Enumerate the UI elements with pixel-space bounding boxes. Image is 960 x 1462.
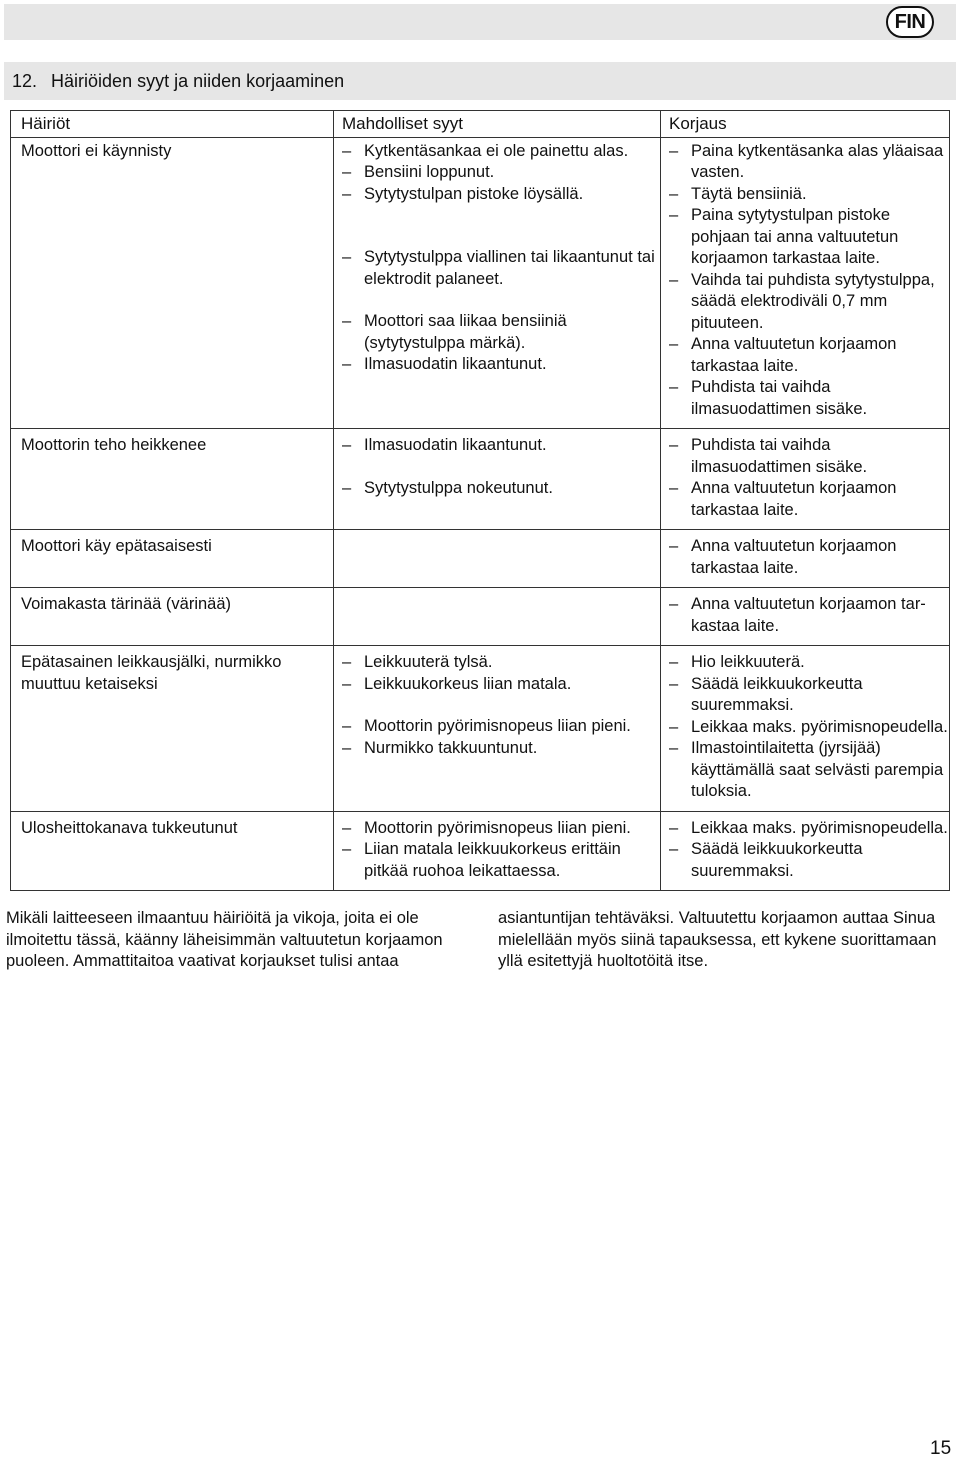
fix-item: – Hio leikkuuterä. (669, 653, 805, 671)
page-number: 15 (930, 1438, 952, 1459)
cause-item: – Ilmasuodatin likaantunut. (342, 355, 547, 373)
cause-item: – Kytkentäsankaa ei ole painettu alas. (342, 141, 629, 160)
section-number: 12. (12, 70, 38, 91)
cause-item: – Bensiini loppunut. (342, 163, 495, 181)
fault-cell: Epätasainen leikkausjälki, nurmikko muuttuu ketaiseksi (11, 646, 334, 812)
fixes-cell (661, 646, 950, 812)
cause-item: – Leikkuukorkeus liian matala. (342, 674, 572, 693)
column-header-faults: Häiriöt (11, 111, 334, 138)
causes-cell (334, 429, 661, 530)
column-header-fixes: Korjaus (661, 111, 950, 138)
fix-item: – Säädä leikkuukorkeutta suuremmaksi. (669, 674, 863, 714)
table-row (11, 137, 950, 429)
section-title (4, 62, 956, 100)
cause-item: – Sytytystulppa nokeutunut. (342, 478, 553, 497)
fault-cell: Moottori ei käynnisty (11, 137, 334, 429)
fix-item: – Ilmastointilaitetta (jyrsijää) käyttämällä saat selvästi parempia tuloksia. (669, 739, 944, 800)
header-band (4, 4, 956, 40)
fix-item: – Puhdista tai vaihda ilmasuodattimen sisäke. (669, 436, 868, 476)
fix-item: – Täytä bensiiniä. (669, 184, 807, 203)
fix-item: – Anna valtuutetun korjaamon tarkastaa laite. (669, 335, 897, 375)
fixes-cell (661, 811, 950, 891)
column-header-causes: Mahdolliset syyt (334, 111, 661, 138)
fix-item: – Leikkaa maks. pyörimisnopeudella. (669, 818, 948, 837)
table-row (11, 811, 950, 891)
fix-item: – Anna valtuutetun korjaamon tarkastaa laite. (669, 479, 897, 519)
section-heading: Häiriöiden syyt ja niiden korjaaminen (51, 70, 345, 91)
cause-item: – Nurmikko takkuuntunut. (342, 738, 538, 757)
fixes-cell (661, 588, 950, 646)
cause-item: – Moottorin pyörimisnopeus liian pieni. (342, 818, 631, 837)
causes-cell (334, 811, 661, 891)
cause-item: – Sytytystulppa viallinen tai likaantunut tai elektrodit palaneet. (342, 248, 655, 288)
table-row (11, 646, 950, 812)
fix-item: – Paina kytkentäsanka alas yläaisaa vasten. (669, 141, 944, 181)
cause-item: – Moottorin pyörimisnopeus liian pieni. (342, 717, 631, 735)
table-row (11, 588, 950, 646)
cause-item: – Leikkuuterä tylsä. (342, 653, 493, 671)
fix-item: – Vaihda tai puhdista sytytystulppa, säädä elektrodiväli 0,7 mm pituuteen. (669, 270, 935, 332)
fix-item: – Säädä leikkuukorkeutta suuremmaksi. (669, 840, 863, 880)
table-header-row (11, 111, 950, 138)
fix-item: – Anna valtuutetun korjaamon tarkastaa laite. (669, 537, 897, 577)
causes-cell (334, 530, 661, 588)
fault-cell: Ulosheittokanava tukkeutunut (11, 811, 334, 891)
fix-item: – Anna valtuutetun korjaamon tar-kastaa laite. (669, 595, 926, 635)
troubleshooting-table (10, 110, 950, 891)
fixes-cell (661, 429, 950, 530)
cause-item: – Sytytystulpan pistoke löysällä. (342, 184, 584, 203)
intro-paragraph-right: asiantuntijan tehtäväksi. Valtuutettu korjaamon auttaa Sinua mielellään myös siinä tapauksessa, ett kykene suorittamaan yllä esitettyjä huoltotöitä itse. (498, 909, 937, 970)
intro-paragraph-left: Mikäli laitteeseen ilmaantuu häiriöitä ja vikoja, joita ei ole ilmoitettu tässä, käänny läheisimmän valtuutetun korjaamon puoleen. Ammattitaitoa vaativat korjaukset tulisi antaa (6, 909, 443, 970)
fault-cell: Moottori käy epätasaisesti (11, 530, 334, 588)
fault-cell: Moottorin teho heikkenee (11, 429, 334, 530)
causes-cell (334, 588, 661, 646)
table-row (11, 530, 950, 588)
cause-item: – Liian matala leikkuukorkeus erittäin pitkää ruohoa leikattaessa. (342, 840, 621, 880)
causes-cell (334, 137, 661, 429)
table-row (11, 429, 950, 530)
fix-item: – Leikkaa maks. pyörimisnopeudella. (669, 717, 948, 736)
cause-item: – Moottori saa liikaa bensiiniä (sytytystulppa märkä). (342, 312, 567, 352)
fix-item: – Paina sytytystulpan pistoke pohjaan tai anna valtuutetun korjaamon tarkastaa laite. (669, 206, 899, 267)
fixes-cell (661, 530, 950, 588)
language-badge: FIN (886, 6, 934, 38)
cause-item: – Ilmasuodatin likaantunut. (342, 436, 547, 454)
fixes-cell (661, 137, 950, 429)
fix-item: – Puhdista tai vaihda ilmasuodattimen sisäke. (669, 378, 868, 418)
fault-cell: Voimakasta tärinää (värinää) (11, 588, 334, 646)
causes-cell (334, 646, 661, 812)
